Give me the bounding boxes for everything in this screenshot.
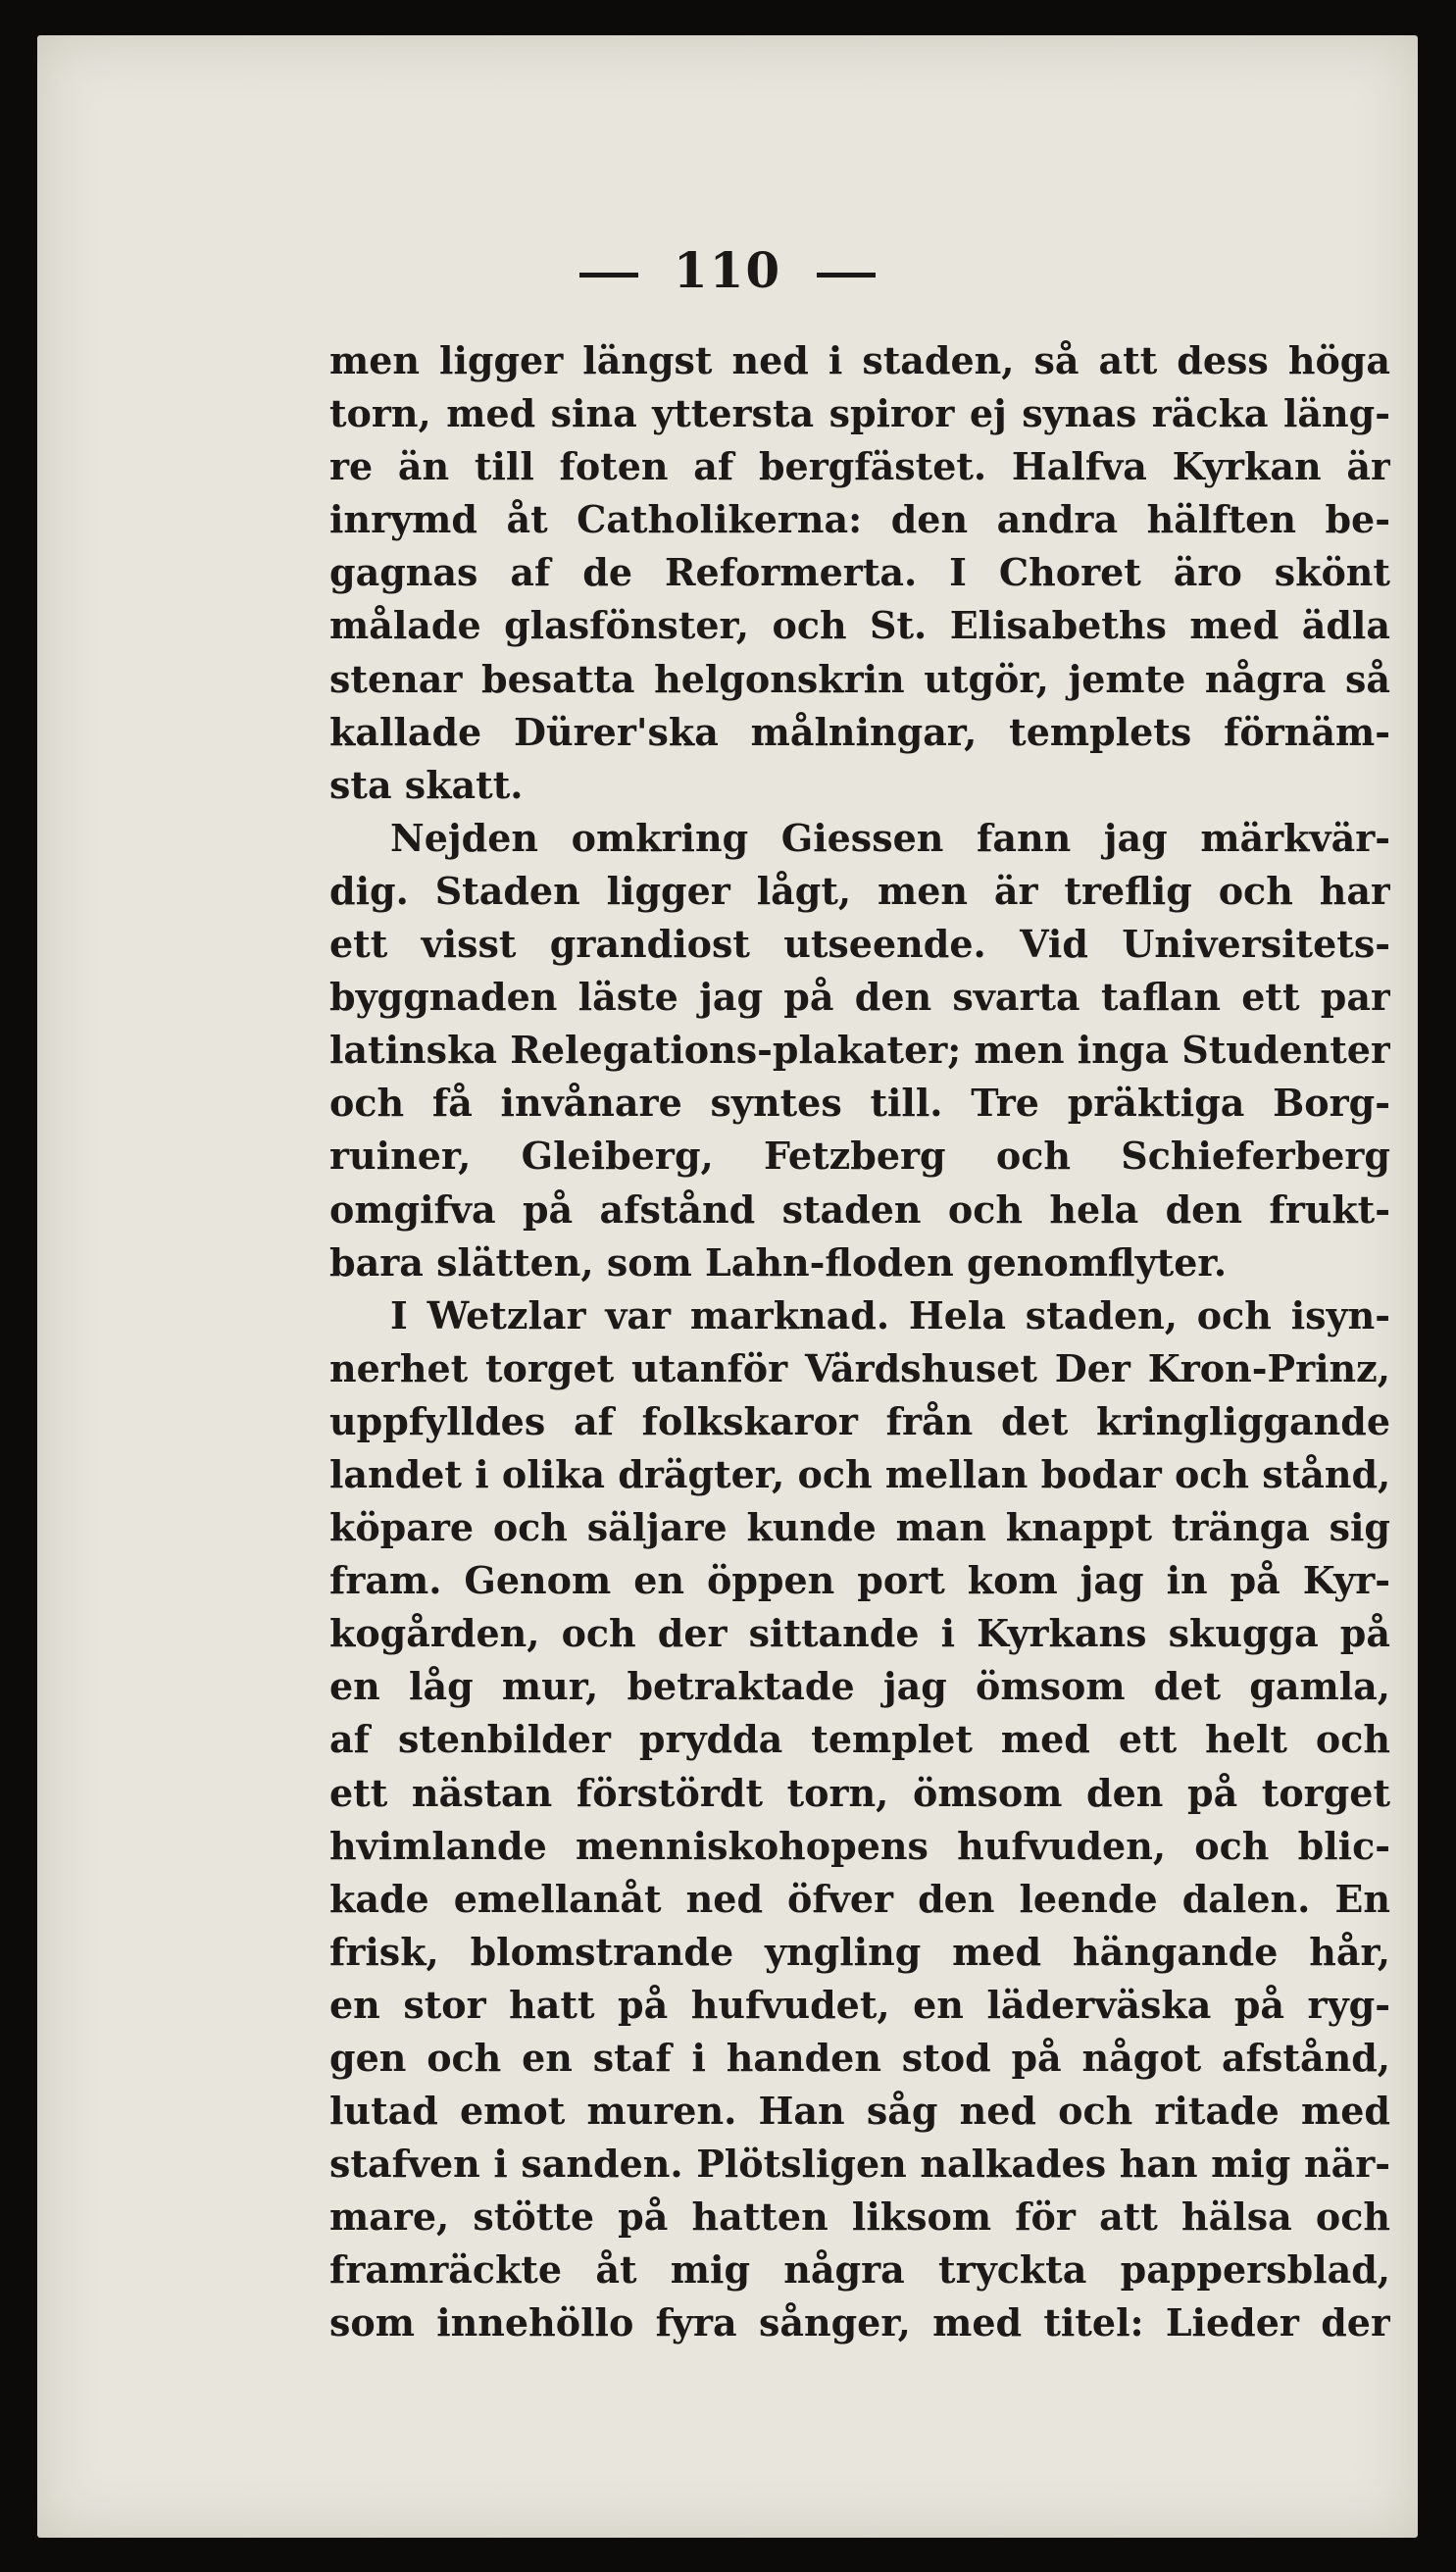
text-line: torn, med sina yttersta spiror ej synas räcka läng- — [329, 391, 1390, 436]
book-page — [37, 35, 1418, 2538]
text-line: stafven i sanden. Plötsligen nalkades han mig när- — [329, 2142, 1390, 2187]
text-line: hvimlande menniskohopens hufvuden, och blic- — [329, 1823, 1390, 1868]
text-line: frisk, blomstrande yngling med hängande hår, — [329, 1929, 1390, 1974]
text-line: kallade Dürer'ska målningar, templets förnäm- — [329, 709, 1390, 754]
text-line: gen och en staf i handen stod på något afstånd, — [329, 2036, 1390, 2080]
header-dash-right — [817, 273, 876, 277]
text-line: fram. Genom en öppen port kom jag in på Kyr- — [329, 1558, 1390, 1603]
text-line: stenar besatta helgonskrin utgör, jemte några så — [329, 656, 1390, 701]
text-line: lutad emot muren. Han såg ned och ritade med — [329, 2089, 1390, 2134]
text-line: re än till foten af bergfästet. Halfva Kyrkan är — [329, 444, 1390, 489]
text-line: Nejden omkring Giessen fann jag märkvär- — [390, 815, 1390, 860]
text-line: landet i olika drägter, och mellan bodar och stånd, — [329, 1451, 1390, 1496]
text-line: ett nästan förstördt torn, ömsom den på torget — [329, 1770, 1390, 1815]
page-number: 110 — [673, 241, 782, 299]
text-line: byggnaden läste jag på den svarta taflan ett par — [329, 975, 1390, 1020]
text-line: kade emellanåt ned öfver den leende dalen. En — [329, 1876, 1390, 1921]
text-line: och få invånare syntes till. Tre präktiga Borg- — [329, 1081, 1390, 1126]
text-line: bara slätten, som Lahn-floden genomflyter. — [329, 1239, 1228, 1285]
text-line: dig. Staden ligger lågt, men är treflig och har — [329, 868, 1390, 913]
text-line: gagnas af de Reformerta. I Choret äro skönt — [329, 550, 1390, 595]
text-line: målade glasfönster, och St. Elisabeths med ädla — [329, 603, 1390, 648]
text-line: sta skatt. — [329, 762, 524, 807]
text-line: nerhet torget utanför Värdshuset Der Kron-Prinz, — [329, 1345, 1390, 1390]
page-header — [37, 241, 1418, 299]
text-line: men ligger längst ned i staden, så att dess höga — [329, 338, 1390, 382]
text-line: uppfylldes af folkskaror från det kringliggande — [329, 1398, 1390, 1443]
text-line: I Wetzlar var marknad. Hela staden, och isyn- — [390, 1292, 1390, 1337]
text-line: köpare och säljare kunde man knappt tränga sig — [329, 1505, 1390, 1550]
text-line: kogården, och der sittande i Kyrkans skugga på — [329, 1611, 1390, 1656]
text-line: som innehöllo fyra sånger, med titel: Lieder der — [329, 2300, 1390, 2345]
text-line: en stor hatt på hufvudet, en läderväska på ryg- — [329, 1982, 1390, 2027]
text-line: ett visst grandiost utseende. Vid Universitets- — [329, 922, 1390, 967]
header-dash-left — [579, 273, 638, 277]
text-line: af stenbilder prydda templet med ett helt och — [329, 1717, 1390, 1762]
text-line: ruiner, Gleiberg, Fetzberg och Schieferberg — [329, 1134, 1390, 1179]
text-line: mare, stötte på hatten liksom för att hälsa och — [329, 2194, 1390, 2240]
text-line: inrymd åt Catholikerna: den andra hälften be- — [329, 497, 1390, 542]
text-line: en låg mur, betraktade jag ömsom det gamla, — [329, 1664, 1390, 1709]
text-line: framräckte åt mig några tryckta pappersblad, — [329, 2247, 1390, 2293]
body-text — [329, 334, 1390, 2350]
text-line: latinska Relegations-plakater; men inga Studenter — [329, 1028, 1390, 1073]
text-line: omgifva på afstånd staden och hela den frukt- — [329, 1186, 1390, 1232]
